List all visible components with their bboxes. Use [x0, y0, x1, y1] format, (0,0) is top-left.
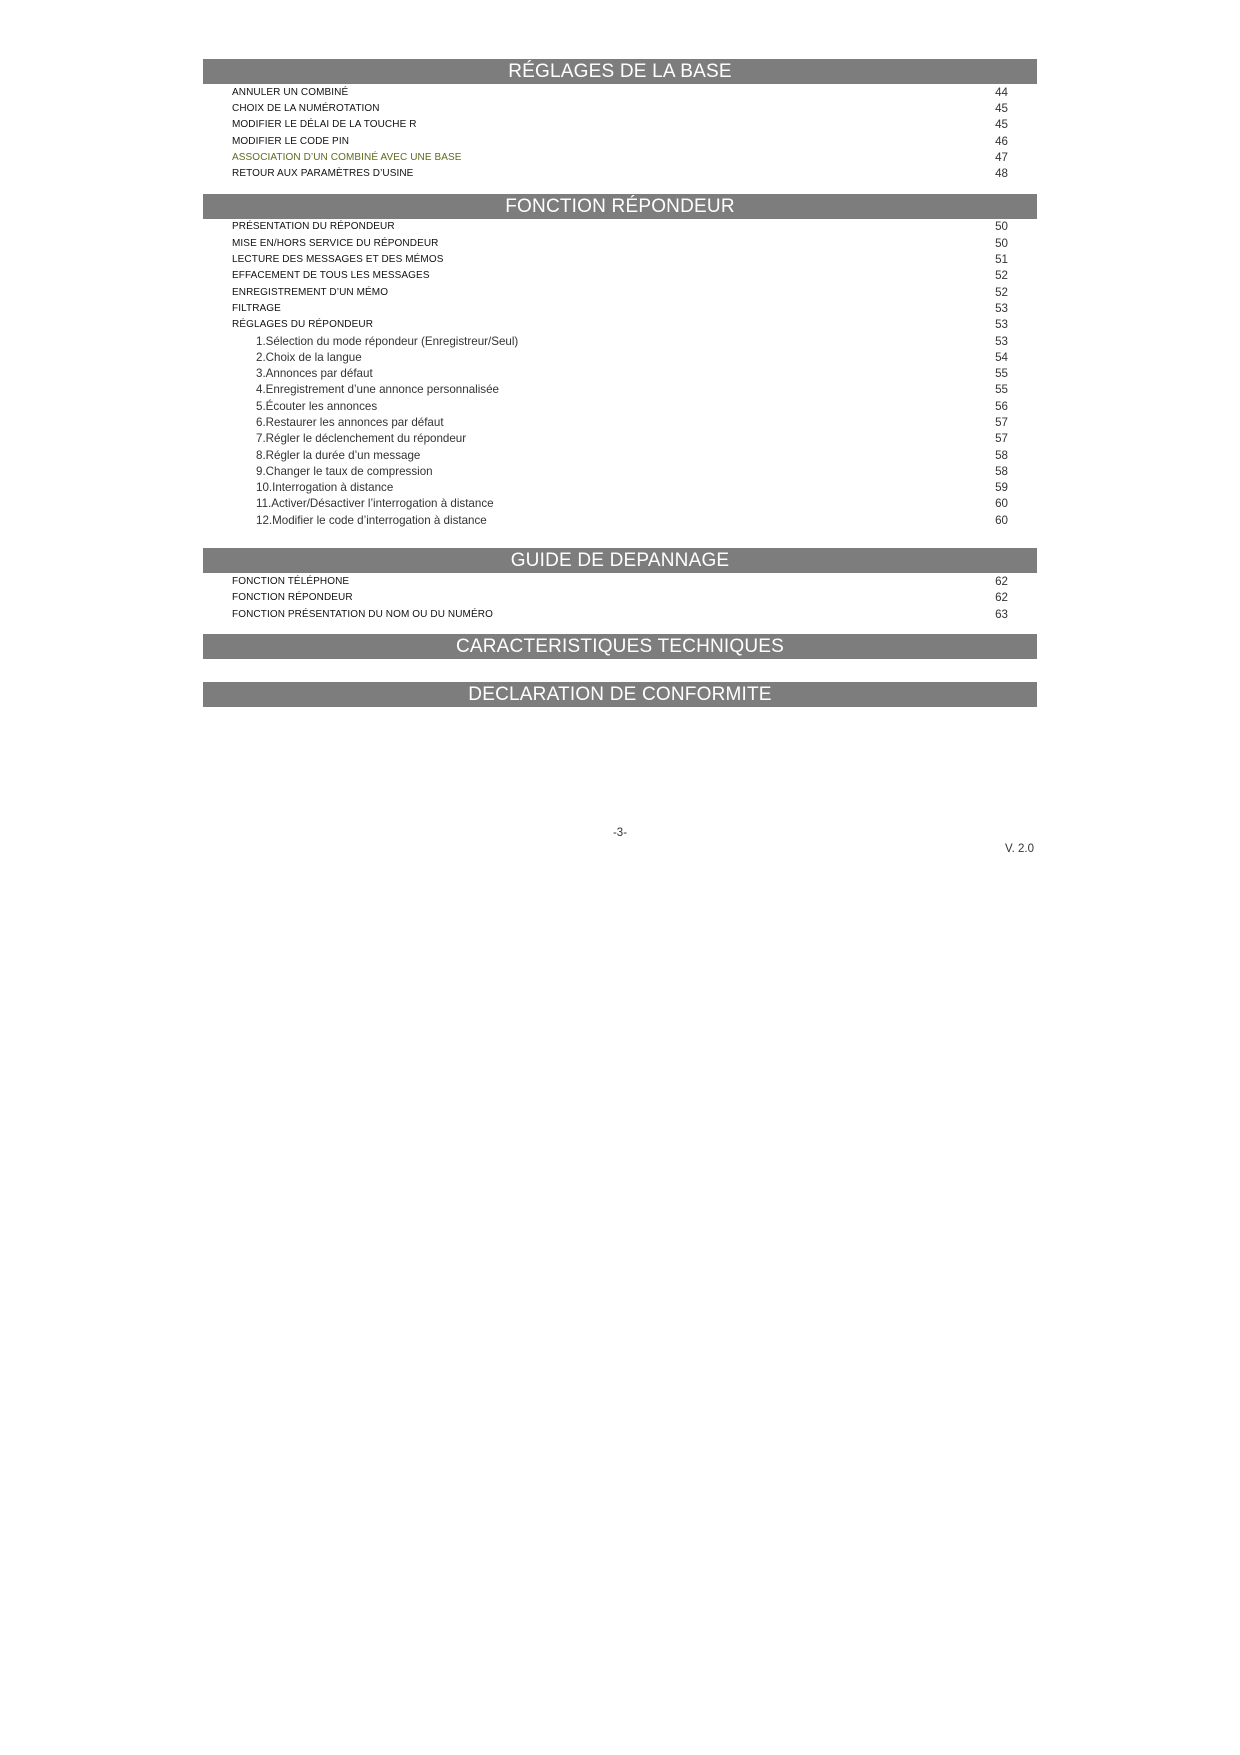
- toc-row[interactable]: [203, 165, 1037, 181]
- toc-row[interactable]: [203, 235, 1037, 251]
- toc-row[interactable]: [203, 84, 1037, 100]
- toc-page: 62: [995, 575, 1008, 589]
- toc-row[interactable]: [203, 219, 1037, 235]
- toc-page: 46: [995, 134, 1008, 148]
- toc-page: 63: [995, 607, 1008, 621]
- toc-subrow[interactable]: [203, 414, 1037, 430]
- toc-label: RÉGLAGES DU RÉPONDEUR: [232, 319, 374, 331]
- toc-page: 53: [995, 301, 1008, 315]
- toc-sublabel: 12.Modifier le code d’interrogation à distance: [256, 513, 487, 527]
- toc-page: 47: [995, 150, 1008, 164]
- toc-label: EFFACEMENT DE TOUS LES MESSAGES: [232, 270, 430, 282]
- toc-sublabel: 9.Changer le taux de compression: [256, 464, 433, 478]
- toc-label: RETOUR AUX PARAMÈTRES D’USINE: [232, 168, 414, 180]
- toc-row[interactable]: [203, 133, 1037, 149]
- toc-subrow[interactable]: [203, 496, 1037, 512]
- toc-page: 53: [995, 334, 1008, 348]
- toc-row[interactable]: [203, 268, 1037, 284]
- toc-page: 53: [995, 318, 1008, 332]
- toc-row[interactable]: [203, 117, 1037, 133]
- toc-row[interactable]: [203, 284, 1037, 300]
- toc-label: FILTRAGE: [232, 302, 281, 314]
- toc-label: MISE EN/HORS SERVICE DU RÉPONDEUR: [232, 237, 439, 249]
- toc-page: 58: [995, 464, 1008, 478]
- toc-row[interactable]: [203, 606, 1037, 622]
- toc-sublabel: 10.Interrogation à distance: [256, 481, 394, 495]
- toc-page: 50: [995, 220, 1008, 234]
- toc-page: 55: [995, 383, 1008, 397]
- toc-sublabel: 6.Restaurer les annonces par défaut: [256, 415, 444, 429]
- toc-page: 52: [995, 269, 1008, 283]
- toc-row[interactable]: [203, 100, 1037, 116]
- toc-page: 45: [995, 118, 1008, 132]
- toc-subrow[interactable]: [203, 447, 1037, 463]
- toc-page: 58: [995, 448, 1008, 462]
- toc-page: 57: [995, 415, 1008, 429]
- toc-subrow[interactable]: [203, 480, 1037, 496]
- toc-subrow[interactable]: [203, 382, 1037, 398]
- toc-page: 45: [995, 101, 1008, 115]
- toc-page: 60: [995, 497, 1008, 511]
- toc-page: 51: [995, 253, 1008, 267]
- toc-page: 52: [995, 285, 1008, 299]
- toc-label: ENREGISTREMENT D’UN MÉMO: [232, 286, 389, 298]
- toc-label: FONCTION TÉLÉPHONE: [232, 576, 350, 588]
- section-header-guide-depannage: GUIDE DE DEPANNAGE: [203, 548, 1037, 573]
- section-header-reglages-base: RÉGLAGES DE LA BASE: [203, 59, 1037, 84]
- toc-subrow[interactable]: [203, 431, 1037, 447]
- toc-subrow[interactable]: [203, 365, 1037, 381]
- toc-label: ASSOCIATION D’UN COMBINÉ AVEC UNE BASE: [232, 151, 462, 163]
- toc-label: CHOIX DE LA NUMÉROTATION: [232, 102, 380, 114]
- toc-page: 48: [995, 167, 1008, 181]
- toc-row[interactable]: [203, 251, 1037, 267]
- toc-sublabel: 3.Annonces par défaut: [256, 367, 373, 381]
- toc-label: FONCTION PRÉSENTATION DU NOM OU DU NUMÉRO: [232, 608, 493, 620]
- toc-page: 57: [995, 432, 1008, 446]
- toc-row-highlighted[interactable]: [203, 149, 1037, 165]
- toc-row[interactable]: [203, 590, 1037, 606]
- section-header-caracteristiques-techniques: CARACTERISTIQUES TECHNIQUES: [203, 634, 1037, 659]
- toc-subrow[interactable]: [203, 512, 1037, 528]
- toc-subrow[interactable]: [203, 349, 1037, 365]
- toc-label: PRÉSENTATION DU RÉPONDEUR: [232, 221, 395, 233]
- toc-label: MODIFIER LE CODE PIN: [232, 135, 350, 147]
- toc-label: LECTURE DES MESSAGES ET DES MÉMOS: [232, 254, 444, 266]
- toc-page: 50: [995, 236, 1008, 250]
- toc-sublabel: 8.Régler la durée d’un message: [256, 448, 421, 462]
- version-label: V. 2.0: [1005, 843, 1034, 855]
- page-number: -3-: [612, 827, 628, 839]
- toc-sublabel: 2.Choix de la langue: [256, 350, 362, 364]
- toc-page: 55: [995, 367, 1008, 381]
- toc-subrow[interactable]: [203, 398, 1037, 414]
- toc-label: FONCTION RÉPONDEUR: [232, 592, 353, 604]
- toc-page: 60: [995, 513, 1008, 527]
- toc-page: 56: [995, 399, 1008, 413]
- table-of-contents: [203, 59, 1037, 707]
- toc-page: 62: [995, 591, 1008, 605]
- toc-page: 44: [995, 85, 1008, 99]
- toc-subrow[interactable]: [203, 463, 1037, 479]
- toc-row[interactable]: [203, 300, 1037, 316]
- toc-label: MODIFIER LE DÉLAI DE LA TOUCHE R: [232, 119, 417, 131]
- toc-row[interactable]: [203, 573, 1037, 589]
- section-header-declaration-conformite: DECLARATION DE CONFORMITE: [203, 682, 1037, 707]
- toc-row[interactable]: [203, 317, 1037, 333]
- toc-subrow[interactable]: [203, 333, 1037, 349]
- toc-label: ANNULER UN COMBINÉ: [232, 86, 349, 98]
- toc-sublabel: 1.Sélection du mode répondeur (Enregistreur/Seul): [256, 334, 519, 348]
- toc-sublabel: 4.Enregistrement d’une annonce personnalisée: [256, 383, 499, 397]
- toc-page: 54: [995, 350, 1008, 364]
- section-header-fonction-repondeur: FONCTION RÉPONDEUR: [203, 194, 1037, 219]
- toc-sublabel: 5.Écouter les annonces: [256, 399, 378, 413]
- toc-sublabel: 7.Régler le déclenchement du répondeur: [256, 432, 467, 446]
- toc-page: 59: [995, 481, 1008, 495]
- toc-sublabel: 11.Activer/Désactiver l’interrogation à distance: [256, 497, 494, 511]
